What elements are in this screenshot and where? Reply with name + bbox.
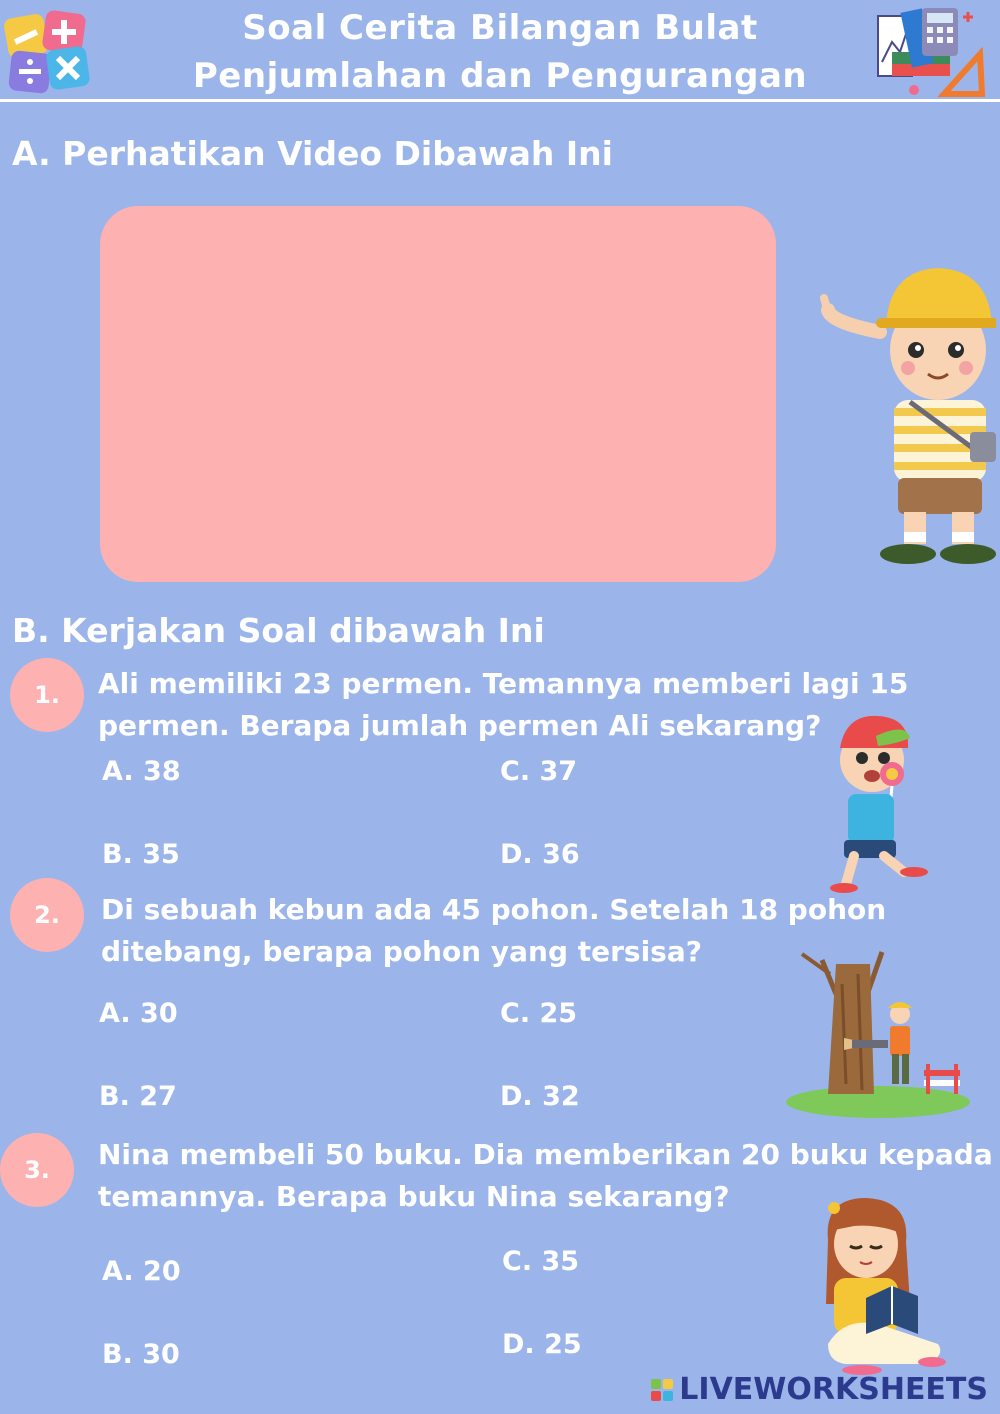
question-2-number: 2. bbox=[10, 878, 84, 952]
boy-pointing-illustration bbox=[820, 262, 996, 568]
question-2-line-2: ditebang, berapa pohon yang tersisa? bbox=[101, 935, 702, 968]
section-b-heading: B. Kerjakan Soal dibawah Ini bbox=[12, 611, 545, 650]
question-2-option-b[interactable]: B. 27 bbox=[99, 1081, 177, 1112]
question-3-line-1: Nina membeli 50 buku. Dia memberikan 20 buku kepada bbox=[98, 1138, 993, 1171]
girl-reading-illustration bbox=[806, 1194, 948, 1376]
question-1-option-d[interactable]: D. 36 bbox=[500, 839, 580, 870]
question-3-option-c[interactable]: C. 35 bbox=[502, 1246, 580, 1277]
question-1-option-c[interactable]: C. 37 bbox=[500, 756, 578, 787]
question-2-option-d[interactable]: D. 32 bbox=[500, 1081, 580, 1112]
brand-text: LIVEWORKSHEETS bbox=[679, 1372, 988, 1407]
question-1-line-2: permen. Berapa jumlah permen Ali sekarang? bbox=[98, 709, 822, 742]
video-placeholder[interactable] bbox=[100, 206, 776, 582]
tree-cutting-illustration bbox=[782, 944, 972, 1122]
question-1-text bbox=[98, 663, 908, 747]
math-tools-icon bbox=[870, 2, 990, 98]
question-2-text bbox=[101, 889, 886, 973]
question-2-line-1: Di sebuah kebun ada 45 pohon. Setelah 18 pohon bbox=[101, 893, 887, 926]
question-1-line-1: Ali memiliki 23 permen. Temannya memberi lagi 15 bbox=[98, 667, 909, 700]
question-3-option-d[interactable]: D. 25 bbox=[502, 1329, 582, 1360]
liveworksheets-mark-icon bbox=[651, 1379, 673, 1401]
question-1-option-a[interactable]: A. 38 bbox=[102, 756, 181, 787]
question-3-option-b[interactable]: B. 30 bbox=[102, 1339, 180, 1370]
section-a-heading: A. Perhatikan Video Dibawah Ini bbox=[12, 134, 613, 173]
question-3-number: 3. bbox=[0, 1133, 74, 1207]
boy-lollipop-illustration bbox=[826, 708, 932, 894]
liveworksheets-logo bbox=[651, 1372, 988, 1407]
question-3-line-2: temannya. Berapa buku Nina sekarang? bbox=[98, 1180, 730, 1213]
question-2-option-c[interactable]: C. 25 bbox=[500, 998, 578, 1029]
question-1-number: 1. bbox=[10, 658, 84, 732]
page-title-line-1: Soal Cerita Bilangan Bulat bbox=[242, 8, 758, 48]
question-1-option-b[interactable]: B. 35 bbox=[102, 839, 180, 870]
question-3-option-a[interactable]: A. 20 bbox=[102, 1256, 181, 1287]
page-title-line-2: Penjumlahan dan Pengurangan bbox=[192, 56, 808, 96]
header-divider bbox=[0, 99, 1000, 102]
question-2-option-a[interactable]: A. 30 bbox=[99, 998, 178, 1029]
